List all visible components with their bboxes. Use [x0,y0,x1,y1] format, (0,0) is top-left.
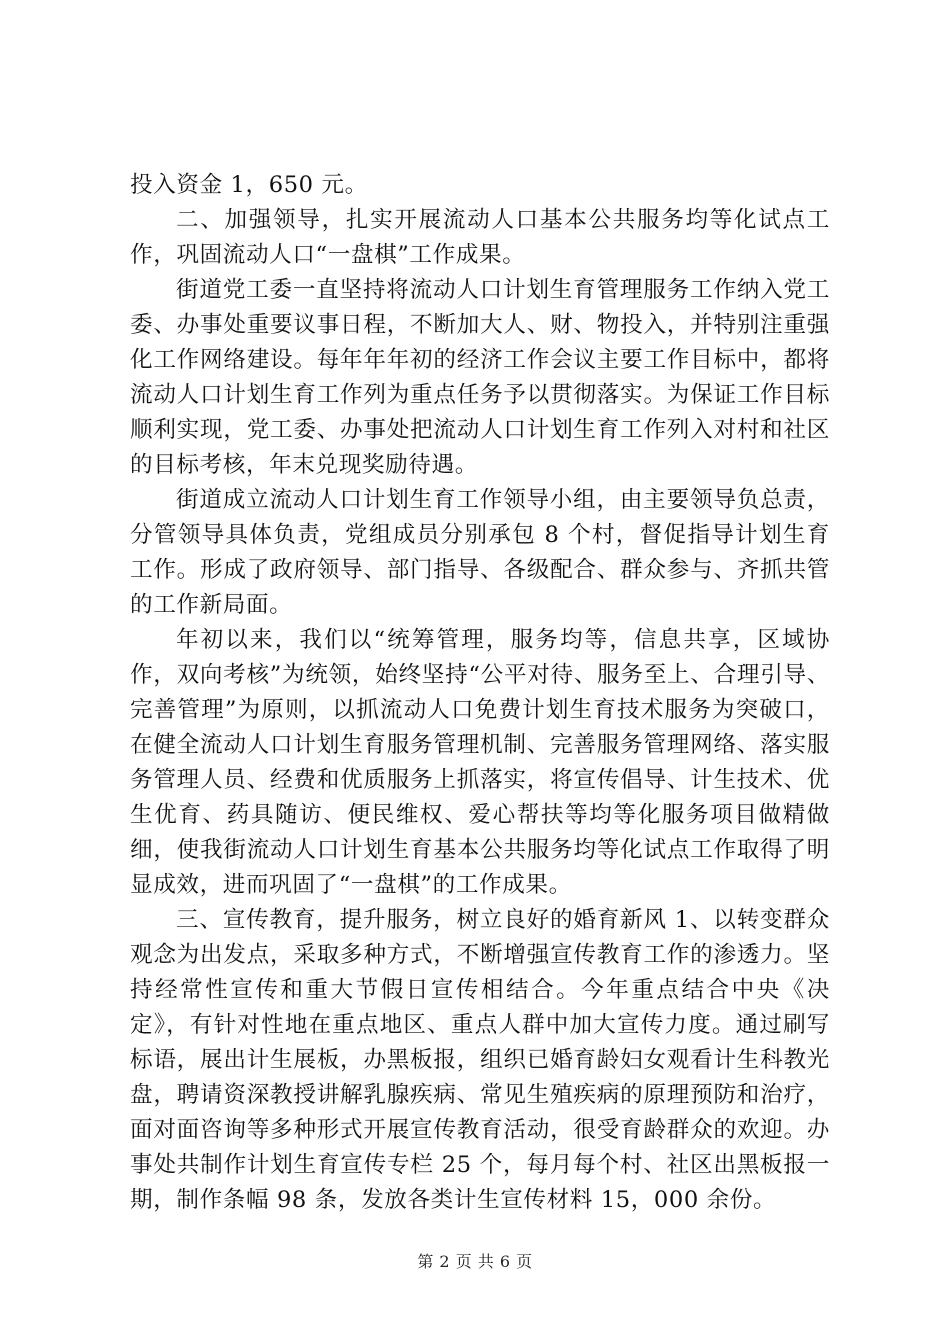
paragraph-4: 街道成立流动人口计划生育工作领导小组，由主要领导负总责，分管领导具体负责，党组成员分别承包 8 个村，督促指导计划生育工作。形成了政府领导、部门指导、各级配合、群众参与、齐抓共管的工作新局面。 [130,487,830,618]
paragraph-3: 街道党工委一直坚持将流动人口计划生育管理服务工作纳入党工委、办事处重要议事日程，不断加大人、财、物投入，并特别注重强化工作网络建设。每年年年初的经济工作会议主要工作目标中，都将流动人口计划生育工作列为重点任务予以贯彻落实。为保证工作目标顺利实现，党工委、办事处把流动人口计划生育工作列入对村和社区的目标考核，年末兑现奖励待遇。 [130,277,830,478]
paragraph-5: 年初以来，我们以“统筹管理，服务均等，信息共享，区域协作，双向考核”为统领，始终坚持“公平对待、服务至上、合理引导、完善管理”为原则，以抓流动人口免费计划生育技术服务为突破口，在健全流动人口计划生育服务管理机制、完善服务管理网络、落实服务管理人员、经费和优质服务上抓落实，将宣传倡导、计生技术、优生优育、药具随访、便民维权、爱心帮扶等均等化服务项目做精做细，使我街流动人口计划生育基本公共服务均等化试点工作取得了明显成效，进而巩固了“一盘棋”的工作成果。 [130,627,830,898]
paragraph-2: 二、加强领导，扎实开展流动人口基本公共服务均等化试点工作，巩固流动人口“一盘棋”工作成果。 [130,207,830,268]
paragraph-1: 投入资金 1，650 元。 [130,172,368,198]
page-number-footer: 第 2 页 共 6 页 [417,1252,533,1271]
document-body [130,168,830,1218]
paragraph-6: 三、宣传教育，提升服务，树立良好的婚育新风 1、以转变群众观念为出发点，采取多种方式，不断增强宣传教育工作的渗透力。坚持经常性宣传和重大节假日宣传相结合。今年重点结合中央《决定》，有针对性地在重点地区、重点人群中加大宣传力度。通过刷写标语，展出计生展板，办黑板报，组织已婚育龄妇女观看计生科教光盘，聘请资深教授讲解乳腺疾病、常见生殖疾病的原理预防和治疗，面对面咨询等多种形式开展宣传教育活动，很受育龄群众的欢迎。办事处共制作计划生育宣传专栏 25 个，每月每个村、社区出黑板报一期，制作条幅 98 条，发放各类计生宣传材料 15，000 余份。 [130,907,830,1213]
